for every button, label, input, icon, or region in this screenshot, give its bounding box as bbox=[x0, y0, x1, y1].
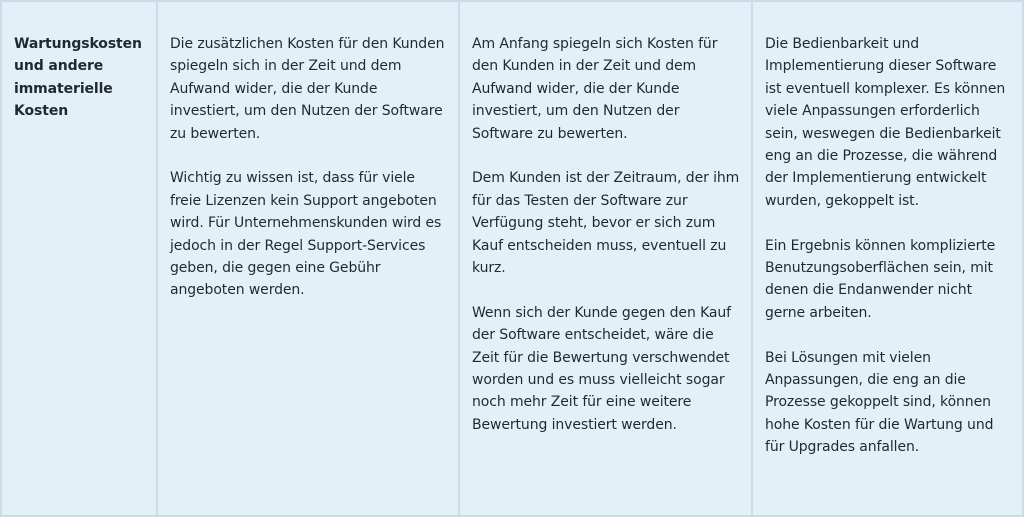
table-cell-column-3 bbox=[753, 2, 1022, 515]
table-cell-column-2 bbox=[460, 2, 753, 515]
cell-paragraph: Die zusätzlichen Kosten für den Kunden spiegeln sich in der Zeit und dem Aufwand wider, die der Kunde investiert, um den Nutzen der Software zu bewerten. bbox=[170, 36, 445, 142]
cell-paragraph: Am Anfang spiegeln sich Kosten für den Kunden in der Zeit und dem Aufwand wider, die der Kunde investiert, um den Nutzen der Software zu bewerten. bbox=[472, 36, 718, 142]
cell-paragraph: Die Bedienbarkeit und Implementierung dieser Software ist eventuell komplexer. Es können viele Anpassungen erforderlich sein, weswegen die Bedienbarkeit eng an die Prozesse, die während der Implementierung entwickelt wurden, gekoppelt ist. bbox=[765, 36, 1006, 209]
row-label-cell bbox=[2, 2, 158, 515]
table-row bbox=[2, 2, 1022, 515]
cell-paragraph: Bei Lösungen mit vielen Anpassungen, die eng an die Prozesse gekoppelt sind, können hohe Kosten für die Wartung und für Upgrades anfallen. bbox=[765, 349, 994, 456]
cell-paragraph: Dem Kunden ist der Zeitraum, der ihm für das Testen der Software zur Verfügung steht, bevor er sich zum Kauf entscheiden muss, eventuell zu kurz. bbox=[472, 170, 740, 277]
table-cell-column-1 bbox=[158, 2, 460, 515]
cell-paragraph: Ein Ergebnis können komplizierte Benutzungsoberflächen sein, mit denen die Endanwender nicht gerne arbeiten. bbox=[765, 237, 996, 321]
cell-paragraph: Wenn sich der Kunde gegen den Kauf der Software entscheidet, wäre die Zeit für die Bewertung verschwendet worden und es muss vielleicht sogar noch mehr Zeit für eine weitere Bewertung investiert werden. bbox=[472, 304, 731, 433]
cell-paragraph: Wichtig zu wissen ist, dass für viele freie Lizenzen kein Support angeboten wird. Für Unternehmenskunden wird es jedoch in der Regel Support-Services geben, die gegen eine Gebühr angeboten werden. bbox=[170, 170, 442, 299]
row-label: Wartungskosten und andere immaterielle Kosten bbox=[14, 36, 142, 120]
